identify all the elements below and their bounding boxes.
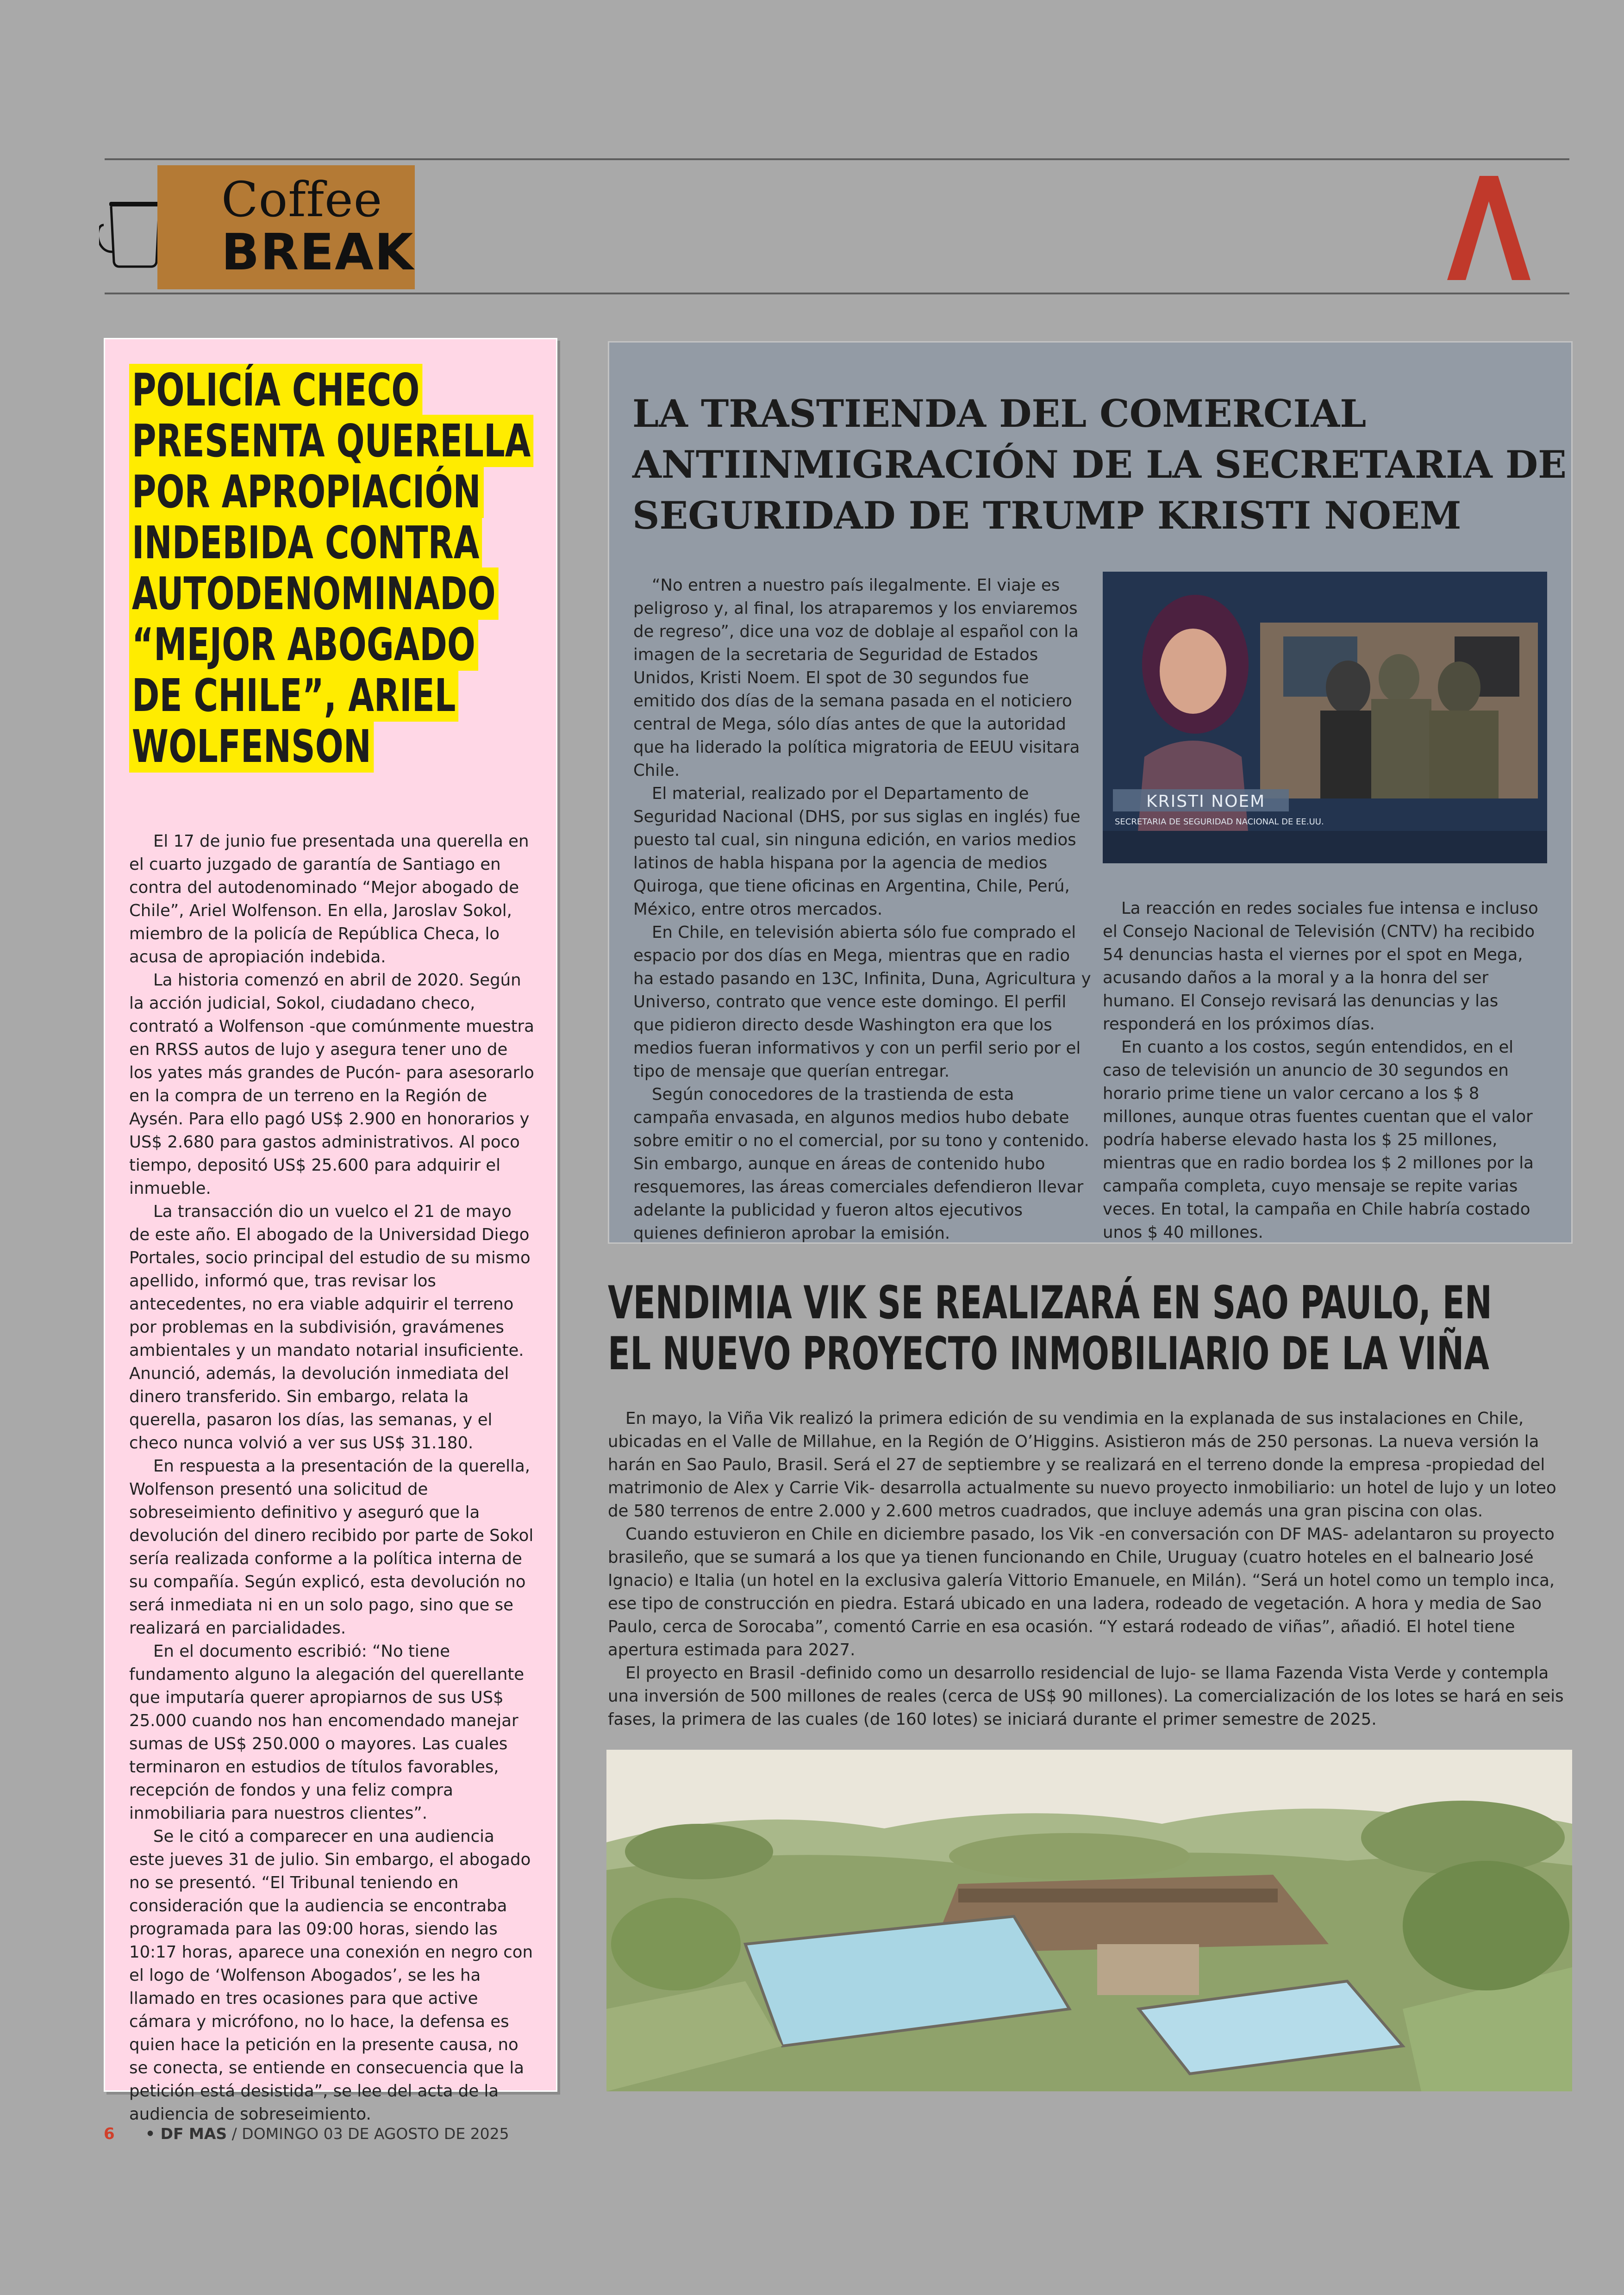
noem-story-panel [608,341,1573,1244]
vik-paragraph: Cuando estuvieron en Chile en diciembre pasado, los Vik -en conversación con DF MAS- adelantaron su proyecto brasileño, que se sumará a los que ya tienen funcionando en Chile, Uruguay (cuatro hoteles en el balneario José Ignacio) e Italia (un hotel en la exclusiva galería Vittorio Emanuele, en Milán). “Será un hotel como un templo inca, ese tipo de construcción en piedra. Estará ubicado en una ladera, rodeado de vegetación. A hora y media de Sao Paulo, cerca de Sorocaba”, comentó Carrie en esa ocasión. “Y estará rodeado de viñas”, añadió. El hotel tiene apertura estimada para 2027. [608,1525,1555,1659]
logo-line-coffee: Coffee [221,171,383,228]
sidebar-headline-text: POLICÍA CHECO PRESENTA QUERELLA POR APROPIACIÓN INDEBIDA CONTRA AUTODENOMINADO “MEJOR ABOGADO DE CHILE”, ARIEL WOLFENSON [129,364,533,773]
vik-headline [608,1278,1541,1379]
photo-caption: SECRETARIA DE SEGURIDAD NACIONAL DE EE.UU. [1115,817,1324,827]
footer-date: DOMINGO 03 DE AGOSTO DE 2025 [242,2125,509,2143]
coffee-cup-icon [99,193,164,271]
sidebar-paragraph: En el documento escribió: “No tiene fundamento alguno la alegación del querellante que imputaría querer apropiarnos de sus US$ 25.000 cuando nos han encomendado manejar sumas de US$ 250.000 o mayores. Las cuales terminaron en estudios de títulos favorables, recepción de fondos y una feliz compra inmobiliaria para nuestros clientes”. [129,1642,525,1823]
noem-paragraph: La reacción en redes sociales fue intensa e incluso el Consejo Nacional de Televisión (CNTV) ha recibido 54 denuncias hasta el viernes por el spot en Mega, acusando daños a la moral y a la honra del ser humano. El Consejo revisará las denuncias y las responderá en los próximos días. [1103,899,1538,1034]
sidebar-paragraph: El 17 de junio fue presentada una querella en el cuarto juzgado de garantía de Santiago en contra del autodenominado “Mejor abogado de Chile”, Ariel Wolfenson. En ella, Jaroslav Sokol, miembro de la policía de República Checa, lo acusa de apropiación indebida. [129,832,529,967]
footer-publication: • DF MAS [145,2125,227,2143]
sidebar-paragraph: La transacción dio un vuelco el 21 de mayo de este año. El abogado de la Universidad Diego Portales, socio principal del estudio de su mismo apellido, informó que, tras revisar los antecedentes, no era viable adquirir el terreno por problemas en la subdivisión, gravámenes ambientales y un mandato notarial insuficiente. Anunció, además, la devolución inmediata del dinero transferido. Sin embargo, relata la querella, pasaron los días, las semanas, y el checo nunca volvió a ver sus US$ 31.180. [129,1202,531,1453]
photo-name-plate [1113,789,1289,811]
hotel-rendering-image [606,1750,1572,2091]
vik-headline-line: VENDIMIA VIK SE REALIZARÁ EN SAO PAULO, EN [608,1277,1492,1329]
noem-left-column [633,574,1092,1245]
masthead-bottom-rule [105,293,1569,294]
noem-photo [1103,572,1547,863]
noem-right-column [1103,897,1547,1244]
sidebar-body [129,830,535,2126]
photo-name: KRISTI NOEM [1146,792,1266,811]
top-rule [105,158,1569,160]
page-number: 6 [104,2125,115,2143]
coffee-break-logo [157,165,415,289]
noem-paragraph: El material, realizado por el Departamento de Seguridad Nacional (DHS, por sus siglas en inglés) fue puesto tal cual, sin ninguna edición, en varios medios latinos de habla hispana por la agencia de medios Quiroga, que tiene oficinas en Argentina, Chile, Perú, México, entre otros mercados. [633,784,1081,919]
noem-paragraph: “No entren a nuestro país ilegalmente. El viaje es peligroso y, al final, los atraparemos y los enviaremos de regreso”, dice una voz de doblaje al español con la imagen de la secretaria de Seguridad de Estados Unidos, Kristi Noem. El spot de 30 segundos fue emitido dos días de la semana pasada en el noticiero central de Mega, sólo días antes de que la autoridad que ha liderado la política migratoria de EEUU visitara Chile. [633,576,1080,780]
noem-paragraph: En cuanto a los costos, según entendidos, en el caso de televisión un anuncio de 30 segundos en horario prime tiene un valor cercano a los $ 8 millones, aunque otras fuentes cuentan que el valor podría haberse elevado hasta los $ 25 millones, mientras que en radio bordea los $ 2 millones por la campaña completa, cuyo mensaje se repite varias veces. En total, la campaña en Chile habría costado unos $ 40 millones. [1103,1038,1534,1242]
sidebar-paragraph: La historia comenzó en abril de 2020. Según la acción judicial, Sokol, ciudadano checo, contrató a Wolfenson -que comúnmente muestra en RRSS autos de lujo y asegura tener uno de los yates más grandes de Pucón- para asesorarlo en la compra de un terreno en la Región de Aysén. Para ello pagó US$ 2.900 en honorarios y US$ 2.680 para gastos administrativos. Al poco tiempo, depositó US$ 25.600 para adquirir el inmueble. [129,971,534,1198]
sidebar-story [104,338,557,2124]
vik-paragraph: El proyecto en Brasil -definido como un desarrollo residencial de lujo- se llama Fazenda Vista Verde y contempla una inversión de 500 millones de reales (cerca de US$ 90 millones). La comercialización de los lotes se hará en seis fases, la primera de las cuales (de 160 lotes) se iniciará durante el primer semestre de 2025. [608,1664,1564,1729]
vik-body [608,1407,1569,1731]
df-chevron-icon [1447,176,1530,282]
noem-paragraph: En Chile, en televisión abierta sólo fue comprado el espacio por dos días en Mega, mientras que en radio ha estado pasando en 13C, Infinita, Duna, Agricultura y Universo, contrato que vence este domingo. El perfil que pidieron directo desde Washington era que los medios fueran informativos y con un perfil serio por el tipo de mensaje que querían entregar. [633,923,1091,1081]
footer-folio [145,2125,509,2143]
sidebar-paragraph: En respuesta a la presentación de la querella, Wolfenson presentó una solicitud de sobreseimiento definitivo y aseguró que la devolución del dinero recibido por parte de Sokol sería realizada conforme a la política interna de su compañía. Según explicó, esta devolución no será inmediata ni en un solo pago, sino que se realizará en parcialidades. [129,1457,534,1638]
noem-paragraph: Según conocedores de la trastienda de esta campaña envasada, en algunos medios hubo debate sobre emitir o no el comercial, por su tono y contenido. Sin embargo, aunque en áreas de contenido hubo resquemores, las áreas comerciales defendieron llevar adelante la publicidad y fueron altos ejecutivos quienes definieron aprobar la emisión. [633,1085,1089,1243]
logo-line-break: BREAK [221,224,414,281]
sidebar-paragraph: Se le citó a comparecer en una audiencia este jueves 31 de julio. Sin embargo, el abogado no se presentó. “El Tribunal teniendo en consideración que la audiencia se encontraba programada para las 09:00 horas, siendo las 10:17 horas, aparece una conexión en negro con el logo de ‘Wolfenson Abogados’, se les ha llamado en tres ocasiones para que active cámara y micrófono, no lo hace, la defensa es quien hace la petición en la presente causa, no se conecta, se entiende en consecuencia que la petición está desistida”, se lee del acta de la audiencia de sobreseimiento. [129,1827,533,2124]
sidebar-headline [129,365,537,772]
footer-separator: / [231,2125,237,2143]
vik-paragraph: En mayo, la Viña Vik realizó la primera edición de su vendimia en la explanada de sus instalaciones en Chile, ubicadas en el Valle de Millahue, en la Región de O’Higgins. Asistieron más de 250 personas. La nueva versión la harán en Sao Paulo, Brasil. Será el 27 de septiembre y se realizará en el terreno donde la empresa -propiedad del matrimonio de Alex y Carrie Vik- desarrolla actualmente su nuevo proyecto inmobiliario: un hotel de lujo y un loteo de 580 terrenos de entre 2.000 y 2.600 metros cuadrados, que incluye además una gran piscina con olas. [608,1409,1556,1521]
vik-headline-line: EL NUEVO PROYECTO INMOBILIARIO DE LA VIÑA [608,1328,1489,1380]
noem-headline: LA TRASTIENDA DEL COMERCIAL ANTIINMIGRACIÓN DE LA SECRETARIA DE SEGURIDAD DE TRUMP KRISTI NOEM [632,392,1567,538]
